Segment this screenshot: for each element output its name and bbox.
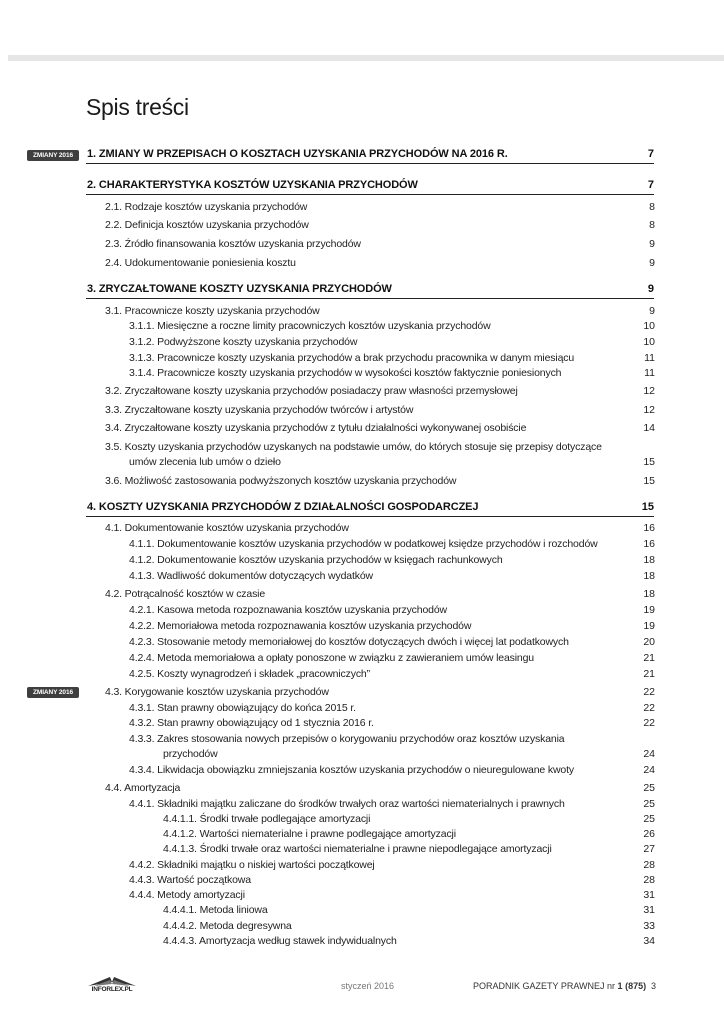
toc-entry-title: 4.1.3. Wadliwość dokumentów dotyczących wydatków	[129, 570, 373, 582]
toc-entry-title: 4.2.3. Stosowanie metody memoriałowej do kosztów dotyczących dwóch i więcej lat podatkowych	[129, 636, 569, 648]
toc-entry-title: 4.4.4.3. Amortyzacja według stawek indywidualnych	[163, 935, 397, 947]
toc-entry-title: 4.4.1.2. Wartości niematerialne i prawne podlegające amortyzacji	[163, 828, 456, 840]
toc-page-number: 34	[643, 935, 655, 947]
toc-page-number: 10	[643, 320, 655, 332]
toc-entry-title: 3.1.3. Pracownicze koszty uzyskania przychodów a brak przychodu pracownika w danym miesiącu	[129, 352, 575, 364]
toc-entry-title: przychodów	[163, 748, 218, 760]
toc-entry-title: 3.3. Zryczałtowane koszty uzyskania przychodów twórców i artystów	[105, 404, 414, 416]
toc-page-number: 24	[643, 748, 655, 760]
toc-entry-title: 4.1.1. Dokumentowanie kosztów uzyskania przychodów w podatkowej księdze przychodów i rozchodów	[129, 538, 598, 550]
toc-page-number: 27	[643, 843, 655, 855]
toc-page-number: 15	[641, 501, 654, 513]
toc-page-number: 7	[647, 179, 654, 191]
toc-entry-title: 4.4.2. Składniki majątku o niskiej wartości początkowej	[129, 859, 375, 871]
toc-page-number: 19	[643, 604, 655, 616]
toc-page-number: 9	[649, 257, 655, 269]
toc-page-number: 15	[643, 456, 655, 468]
changes-2016-badge: ZMIANY 2016	[27, 687, 79, 698]
toc-entry-title: 4.4.4.2. Metoda degresywna	[163, 920, 292, 932]
page-number: 3	[651, 981, 657, 991]
toc-entry-title: 3.5. Koszty uzyskania przychodów uzyskanych na podstawie umów, do których stosuje się przepisy dotyczące	[105, 441, 602, 453]
toc-page-number: 25	[643, 798, 655, 810]
toc-page-number: 31	[643, 904, 655, 916]
section-rule	[86, 163, 654, 164]
toc-entry-title: 4.3.4. Likwidacja obowiązku zmniejszania kosztów uzyskania przychodów o nieuregulowane kwoty	[129, 764, 574, 776]
toc-entry-title: 2.1. Rodzaje kosztów uzyskania przychodów	[105, 201, 308, 213]
footer-date: styczeń 2016	[341, 981, 395, 991]
toc-entry-title: 2.4. Udokumentowanie poniesienia kosztu	[105, 257, 296, 269]
toc-page-number: 9	[649, 305, 655, 317]
issue-number: 1	[617, 981, 623, 991]
toc-page-number: 28	[643, 859, 655, 871]
toc-entry-title: 4.4.1.3. Środki trwałe oraz wartości niematerialne i prawne niepodlegające amortyzacji	[163, 843, 552, 855]
toc-page-number: 9	[649, 238, 655, 250]
publisher-logo	[86, 974, 138, 996]
toc-entry-title: 4.2.4. Metoda memoriałowa a opłaty ponoszone w związku z zawieraniem umów leasingu	[129, 652, 534, 664]
toc-entry-title: 4.4.4. Metody amortyzacji	[129, 889, 245, 901]
toc-entry-title: 4.3.1. Stan prawny obowiązujący do końca 2015 r.	[129, 702, 356, 714]
toc-page-number: 25	[643, 782, 655, 794]
section-rule	[86, 298, 654, 299]
toc-entry-title: 4.3.2. Stan prawny obowiązujący od 1 stycznia 2016 r.	[129, 717, 374, 729]
toc-page-number: 19	[643, 620, 655, 632]
logo-text: INFORLEX.PL	[91, 986, 133, 993]
toc-entry-title: 3.1.2. Podwyższone koszty uzyskania przychodów	[129, 336, 358, 348]
toc-entry-title: 4.2.5. Koszty wynagrodzeń i składek „pracowniczych”	[129, 668, 370, 680]
toc-page-number: 22	[643, 686, 655, 698]
toc-entry-title: 4.4. Amortyzacja	[105, 782, 181, 794]
toc-page-number: 7	[647, 148, 654, 160]
toc-page-number: 20	[643, 636, 655, 648]
toc-entry-title: 4. KOSZTY UZYSKANIA PRZYCHODÓW Z DZIAŁALNOŚCI GOSPODARCZEJ	[87, 501, 479, 513]
toc-entry-title: 4.1.2. Dokumentowanie kosztów uzyskania przychodów w księgach rachunkowych	[129, 554, 503, 566]
toc-page-number: 11	[644, 367, 655, 379]
toc-page-number: 11	[644, 352, 655, 364]
toc-page-number: 26	[643, 828, 655, 840]
toc-page-number: 33	[643, 920, 655, 932]
toc-page-number: 22	[643, 702, 655, 714]
toc-entry-title: 4.4.1.1. Środki trwałe podlegające amortyzacji	[163, 813, 371, 825]
page-title: Spis treści	[86, 94, 189, 120]
toc-entry-title: 2. CHARAKTERYSTYKA KOSZTÓW UZYSKANIA PRZYCHODÓW	[87, 179, 418, 191]
toc-entry-title: 3.6. Możliwość zastosowania podwyższonych kosztów uzyskania przychodów	[105, 475, 457, 487]
footer-publication	[473, 981, 646, 991]
toc-page-number: 18	[643, 570, 655, 582]
toc-page-number: 14	[643, 422, 655, 434]
toc-entry-title: 4.4.3. Wartość początkowa	[129, 874, 251, 886]
toc-entry-title: 3.1.1. Miesięczne a roczne limity pracowniczych kosztów uzyskania przychodów	[129, 320, 491, 332]
toc-page-number: 28	[643, 874, 655, 886]
toc-page-number: 16	[643, 538, 655, 550]
toc-page-number: 21	[643, 652, 655, 664]
toc-page-number: 31	[643, 889, 655, 901]
toc-page-number: 18	[643, 554, 655, 566]
toc-entry-title: 4.4.4.1. Metoda liniowa	[163, 904, 268, 916]
toc-page-number: 8	[649, 201, 655, 213]
toc-page-number: 12	[643, 404, 655, 416]
toc-entry-title: 3.2. Zryczałtowane koszty uzyskania przychodów posiadaczy praw własności przemysłowej	[105, 385, 518, 397]
toc-entry-title: umów zlecenia lub umów o dzieło	[129, 456, 281, 468]
toc-page-number: 8	[649, 219, 655, 231]
toc-entry-title: 1. ZMIANY W PRZEPISACH O KOSZTACH UZYSKANIA PRZYCHODÓW NA 2016 R.	[87, 148, 508, 160]
toc-entry-title: 3.4. Zryczałtowane koszty uzyskania przychodów z tytułu działalności wykonywanej osobiście	[105, 422, 527, 434]
toc-entry-title: 4.3. Korygowanie kosztów uzyskania przychodów	[105, 686, 329, 698]
toc-entry-title: 4.2.2. Memoriałowa metoda rozpoznawania kosztów uzyskania przychodów	[129, 620, 472, 632]
toc-entry-title: 3. ZRYCZAŁTOWANE KOSZTY UZYSKANIA PRZYCHODÓW	[87, 283, 392, 295]
toc-entry-title: 2.3. Źródło finansowania kosztów uzyskania przychodów	[105, 238, 361, 250]
changes-2016-badge: ZMIANY 2016	[27, 150, 79, 161]
section-rule	[86, 194, 654, 195]
toc-entry-title: 3.1.4. Pracownicze koszty uzyskania przychodów w wysokości kosztów faktycznie poniesionych	[129, 367, 562, 379]
toc-page-number: 12	[643, 385, 655, 397]
toc-page-number: 21	[643, 668, 655, 680]
toc-page-number: 10	[643, 336, 655, 348]
toc-entry-title: 2.2. Definicja kosztów uzyskania przychodów	[105, 219, 309, 231]
toc-entry-title: 4.2.1. Kasowa metoda rozpoznawania kosztów uzyskania przychodów	[129, 604, 447, 616]
toc-entry-title: 4.4.1. Składniki majątku zaliczane do środków trwałych oraz wartości niematerialnych i prawnych	[129, 798, 565, 810]
issue-total: (875)	[625, 981, 647, 991]
toc-page-number: 18	[643, 588, 655, 600]
toc-page-number: 24	[643, 764, 655, 776]
toc-page-number: 9	[647, 283, 654, 295]
toc-entry-title: 3.1. Pracownicze koszty uzyskania przychodów	[105, 305, 320, 317]
publication-name: PORADNIK GAZETY PRAWNEJ nr	[473, 981, 616, 991]
section-rule	[86, 516, 654, 517]
toc-page-number: 16	[643, 522, 655, 534]
toc-entry-title: 4.3.3. Zakres stosowania nowych przepisów o korygowaniu przychodów oraz kosztów uzyskania	[129, 733, 565, 745]
toc-page-number: 25	[643, 813, 655, 825]
toc-page-number: 15	[643, 475, 655, 487]
toc-page-number: 22	[643, 717, 655, 729]
toc-entry-title: 4.2. Potrącalność kosztów w czasie	[105, 588, 266, 600]
toc-entry-title: 4.1. Dokumentowanie kosztów uzyskania przychodów	[105, 522, 349, 534]
